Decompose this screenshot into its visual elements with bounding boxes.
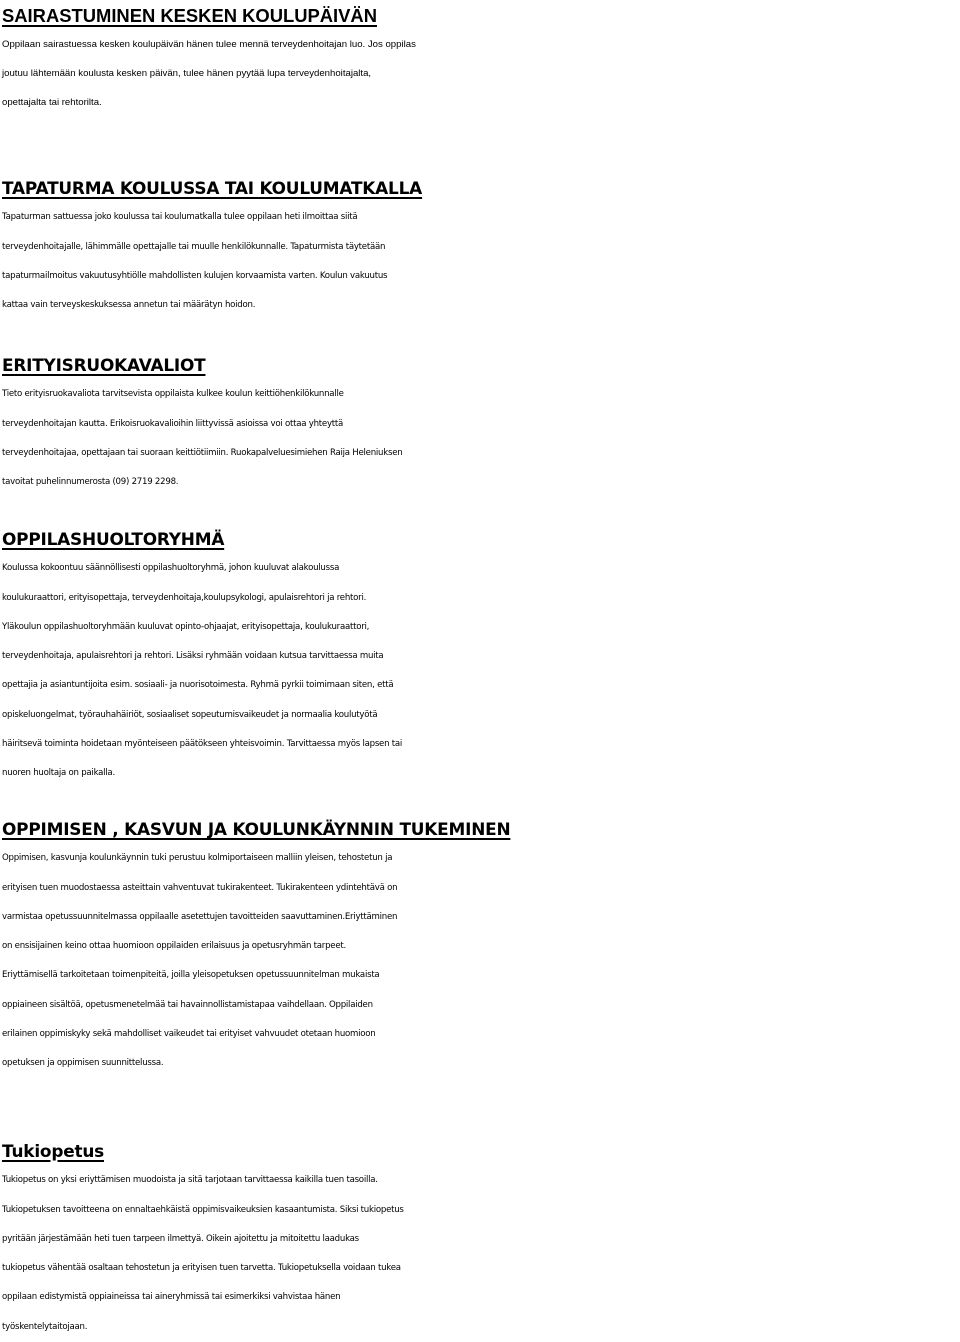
body-line: kattaa vain terveyskeskuksessa annetun tai määrätyn hoidon. — [2, 300, 256, 311]
body-line: Eriyttämisellä tarkoitetaan toimenpiteitä, joilla yleisopetuksen opetussuunnitelman mukaista — [2, 970, 380, 981]
body-line: häiritsevä toiminta hoidetaan myönteiseen päätökseen yhteisvoimin. Tarvittaessa myös lapsen tai — [2, 739, 403, 750]
body-line: terveydenhoitajalle, lähimmälle opettajalle tai muulle henkilökunnalle. Tapaturmista täytetään — [2, 241, 386, 252]
body-line: terveydenhoitaja, apulaisrehtori ja rehtori. Lisäksi ryhmään voidaan kutsua tarvittaessa muita — [2, 651, 384, 662]
body-line: Oppimisen, kasvunja koulunkäynnin tuki perustuu kolmiportaiseen malliin yleisen, tehostetun ja — [2, 853, 393, 864]
section-heading: SAIRASTUMINEN KESKEN KOULUPÄIVÄN — [2, 5, 377, 26]
section-heading: ERITYISRUOKAVALIOT — [2, 355, 206, 375]
body-line: erityisen tuen muodostaessa asteittain vahventuvat tukirakenteet. Tukirakenteen ydintehtävä on — [2, 882, 398, 893]
section-heading: Tukiopetus — [2, 1141, 105, 1161]
body-line: on ensisijainen keino ottaa huomioon oppilaiden erilaisuus ja opetusryhmän tarpeet. — [2, 941, 346, 952]
body-line: Tieto erityisruokavaliota tarvitsevista oppilaista kulkee koulun keittiöhenkilökunnalle — [2, 389, 344, 400]
section-tapaturma — [2, 174, 958, 320]
section-tukiopetus — [2, 1137, 958, 1342]
body-line: Tukiopetus on yksi eriyttämisen muodoista ja sitä tarjotaan tarvittaessa kaikilla tuen tasoilla. — [2, 1175, 378, 1186]
section-oppilashuoltoryhma — [2, 525, 958, 789]
body-line: opettajalta tai rehtorilta. — [2, 97, 102, 108]
body-line: varmistaa opetussuunnitelmassa oppilaalle asetettujen tavoitteiden saavuttaminen.Eriyttäminen — [2, 911, 398, 922]
section-heading: TAPATURMA KOULUSSA TAI KOULUMATKALLA — [2, 178, 423, 198]
section-body — [2, 844, 958, 1078]
body-line: opetuksen ja oppimisen suunnittelussa. — [2, 1058, 164, 1069]
body-line: Koulussa kokoontuu säännöllisesti oppilashuoltoryhmä, johon kuuluvat alakoulussa — [2, 563, 340, 574]
body-line: Yläkoulun oppilashuoltoryhmään kuuluvat opinto-ohjaajat, erityisopettaja, koulukuraattori, — [2, 621, 370, 632]
body-line: tapaturmailmoitus vakuutusyhtiölle mahdollisten kulujen korvaamista varten. Koulun vakuutus — [2, 270, 388, 281]
section-tukeminen — [2, 815, 958, 1079]
section-body — [2, 203, 958, 320]
section-body — [2, 554, 958, 788]
section-body — [2, 1166, 958, 1342]
body-line: työskentelytaitojaan. — [2, 1321, 88, 1332]
body-line: opiskeluongelmat, työrauhahäiriöt, sosiaaliset sopeutumisvaikeudet ja normaalia koulutyötä — [2, 709, 378, 720]
body-line: Tukiopetuksen tavoitteena on ennaltaehkäistä oppimisvaikeuksien kasaantumista. Siksi tukiopetus — [2, 1204, 404, 1215]
section-sairastuminen — [2, 1, 958, 117]
body-line: pyritään järjestämään heti tuen tarpeen ilmettyä. Oikein ajoitettu ja mitoitettu laadukas — [2, 1233, 359, 1244]
body-line: Tapaturman sattuessa joko koulussa tai koulumatkalla tulee oppilaan heti ilmoittaa siitä — [2, 212, 358, 223]
body-line: tavoitat puhelinnumerosta (09) 2719 2298. — [2, 477, 179, 488]
body-line: Oppilaan sairastuessa kesken koulupäivän hänen tulee mennä terveydenhoitajan luo. Jos oppilas — [2, 39, 416, 50]
section-heading: OPPILASHUOLTORYHMÄ — [2, 529, 225, 549]
body-line: nuoren huoltaja on paikalla. — [2, 768, 115, 779]
section-body — [2, 380, 958, 497]
body-line: terveydenhoitajaa, opettajaan tai suoraan keittiötiimiin. Ruokapalveluesimiehen Raija Heleniuksen — [2, 447, 403, 458]
body-line: terveydenhoitajan kautta. Erikoisruokavalioihin liittyvissä asioissa voi ottaa yhteyttä — [2, 418, 344, 429]
section-erityisruokavaliot — [2, 351, 958, 497]
body-line: erilainen oppimiskyky sekä mahdolliset vaikeudet tai erityiset vahvuudet otetaan huomioon — [2, 1029, 376, 1040]
section-body — [2, 30, 958, 117]
body-line: koulukuraattori, erityisopettaja, terveydenhoitaja,koulupsykologi, apulaisrehtori ja rehtori. — [2, 592, 367, 603]
body-line: oppiaineen sisältöä, opetusmenetelmää tai havainnollistamistapaa vaihdellaan. Oppilaiden — [2, 999, 373, 1010]
section-heading: OPPIMISEN , KASVUN JA KOULUNKÄYNNIN TUKEMINEN — [2, 819, 511, 839]
body-line: joutuu lähtemään koulusta kesken päivän, tulee hänen pyytää lupa terveydenhoitajalta, — [2, 68, 372, 79]
body-line: tukiopetus vähentää osaltaan tehostetun ja erityisen tuen tarvetta. Tukiopetuksella voidaan tukea — [2, 1263, 401, 1274]
body-line: oppilaan edistymistä oppiaineissa tai aineryhmissä tai esimerkiksi vahvistaa hänen — [2, 1292, 341, 1303]
body-line: opettajia ja asiantuntijoita esim. sosiaali- ja nuorisotoimesta. Ryhmä pyrkii toimimaan siten, että — [2, 680, 394, 691]
